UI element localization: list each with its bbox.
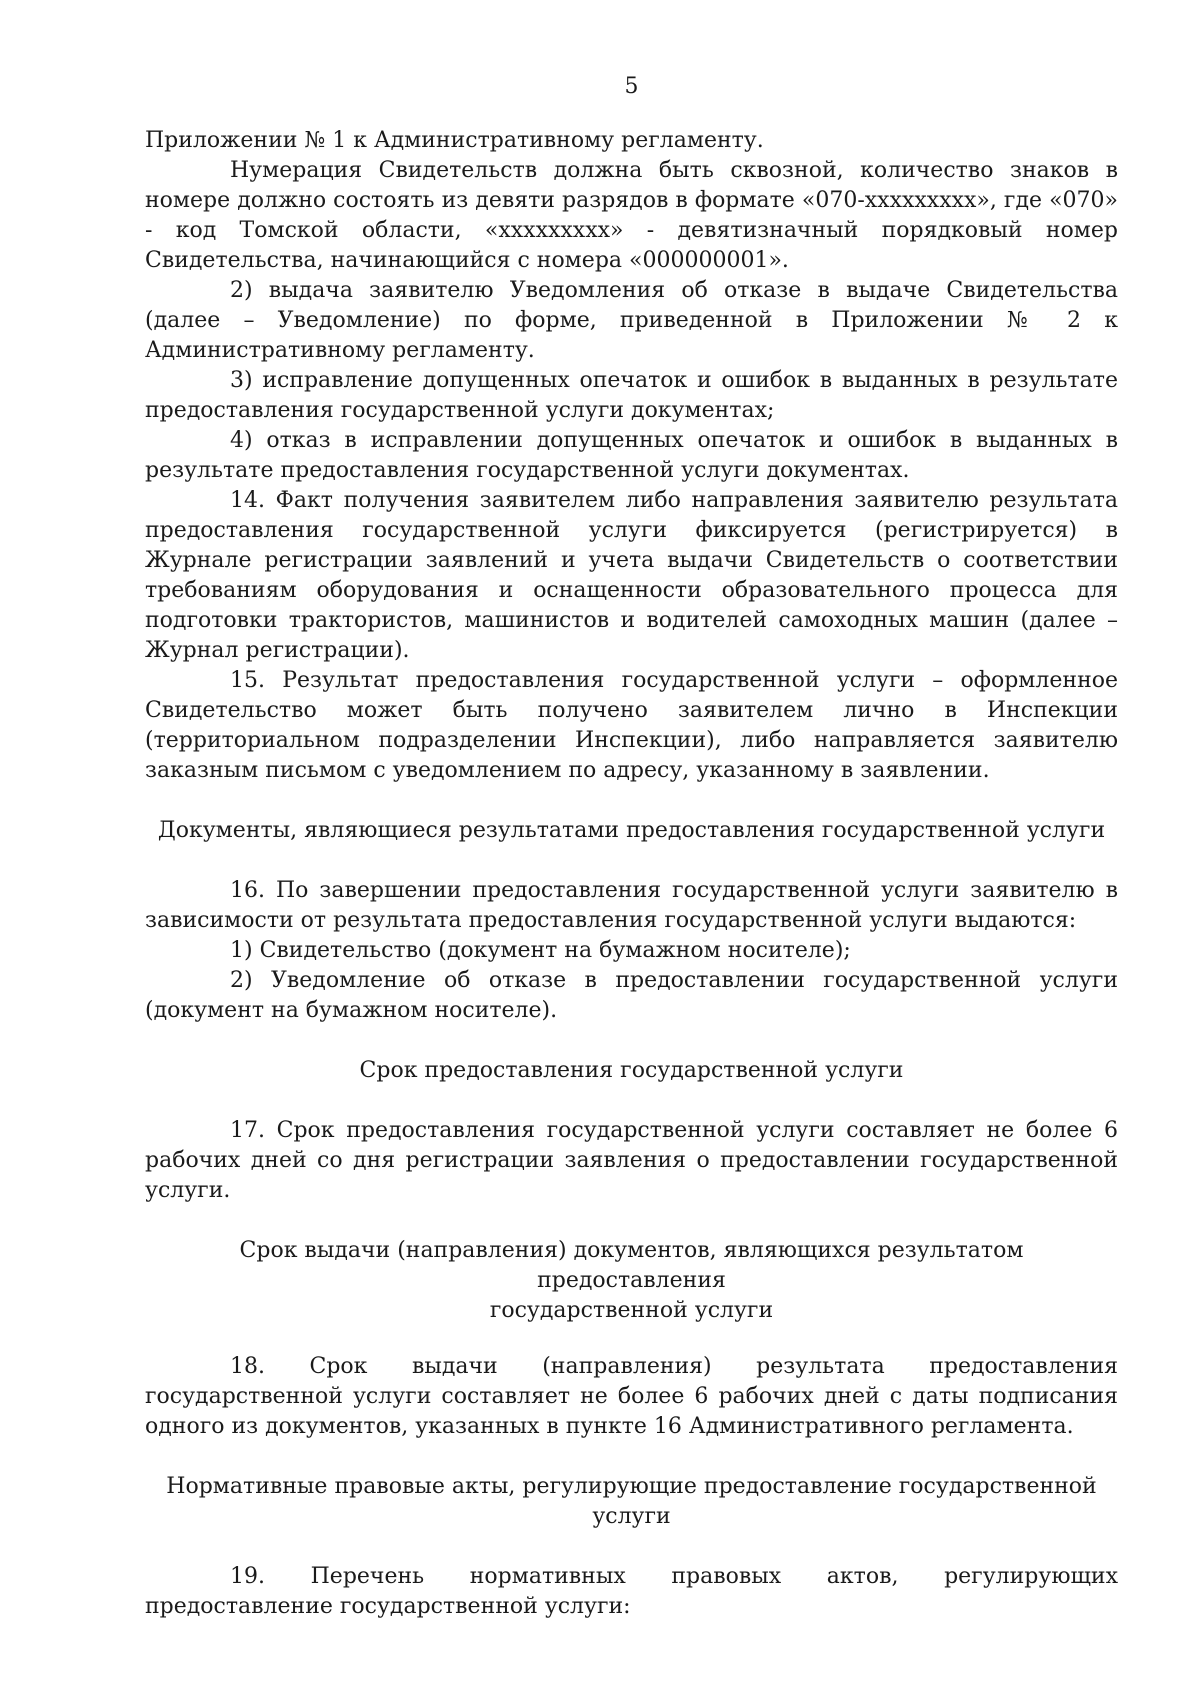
paragraph-appendix-ref: Приложении № 1 к Административному регламенту. — [145, 128, 764, 153]
paragraph-16-item-1: 1) Свидетельство (документ на бумажном носителе); — [230, 938, 851, 963]
paragraph-15: 15. Результат предоставления государственной услуги – оформленное Свидетельство может быть получено заявителем лично в Инспекции (территориальном подразделении Инспекции), либо направляется заявителю заказным письмом с уведомлением по адресу, указанному в заявлении. — [145, 668, 1118, 783]
paragraph-18: 18. Срок выдачи (направления) результата предоставления государственной услуги составляет не более 6 рабочих дней с даты подписания одного из документов, указанных в пункте 16 Административного регламента. — [145, 1354, 1118, 1439]
heading-result-documents: Документы, являющиеся результатами предоставления государственной услуги — [157, 818, 1106, 843]
paragraph-17: 17. Срок предоставления государственной услуги составляет не более 6 рабочих дней со дня регистрации заявления о предоставлении государственной услуги. — [145, 1118, 1118, 1203]
page-number: 5 — [624, 74, 639, 99]
paragraph-item-3: 3) исправление допущенных опечаток и ошибок в выданных в результате предоставления государственной услуги документах; — [145, 368, 1118, 423]
heading-issue-term-line-1: Срок выдачи (направления) документов, являющихся результатом предоставления — [239, 1238, 1024, 1293]
paragraph-numbering: Нумерация Свидетельств должна быть сквозной, количество знаков в номере должно состоять из девяти разрядов в формате «070-ххххххххх», где «070» - код Томской области, «ххххххххх» - девятизначный порядковый номер Свидетельства, начинающийся с номера «000000001». — [145, 158, 1118, 273]
heading-issue-term — [145, 1236, 1118, 1326]
paragraph-item-2: 2) выдача заявителю Уведомления об отказе в выдаче Свидетельства (далее – Уведомление) по форме, приведенной в Приложении № 2 к Административному регламенту. — [145, 278, 1118, 363]
heading-legal-acts: Нормативные правовые акты, регулирующие предоставление государственной услуги — [166, 1474, 1097, 1529]
paragraph-14: 14. Факт получения заявителем либо направления заявителю результата предоставления государственной услуги фиксируется (регистрируется) в Журнале регистрации заявлений и учета выдачи Свидетельств о соответствии требованиям оборудования и оснащенности образовательного процесса для подготовки трактористов, машинистов и водителей самоходных машин (далее – Журнал регистрации). — [145, 488, 1118, 663]
paragraph-16: 16. По завершении предоставления государственной услуги заявителю в зависимости от результата предоставления государственной услуги выдаются: — [145, 878, 1118, 933]
paragraph-16-item-2: 2) Уведомление об отказе в предоставлении государственной услуги (документ на бумажном носителе). — [145, 968, 1118, 1023]
paragraph-19: 19. Перечень нормативных правовых актов, регулирующих предоставление государственной услуги: — [145, 1564, 1118, 1619]
heading-issue-term-line-2: государственной услуги — [489, 1298, 774, 1323]
paragraph-item-4: 4) отказ в исправлении допущенных опечаток и ошибок в выданных в результате предоставления государственной услуги документах. — [145, 428, 1118, 483]
heading-service-term: Срок предоставления государственной услуги — [359, 1058, 904, 1083]
